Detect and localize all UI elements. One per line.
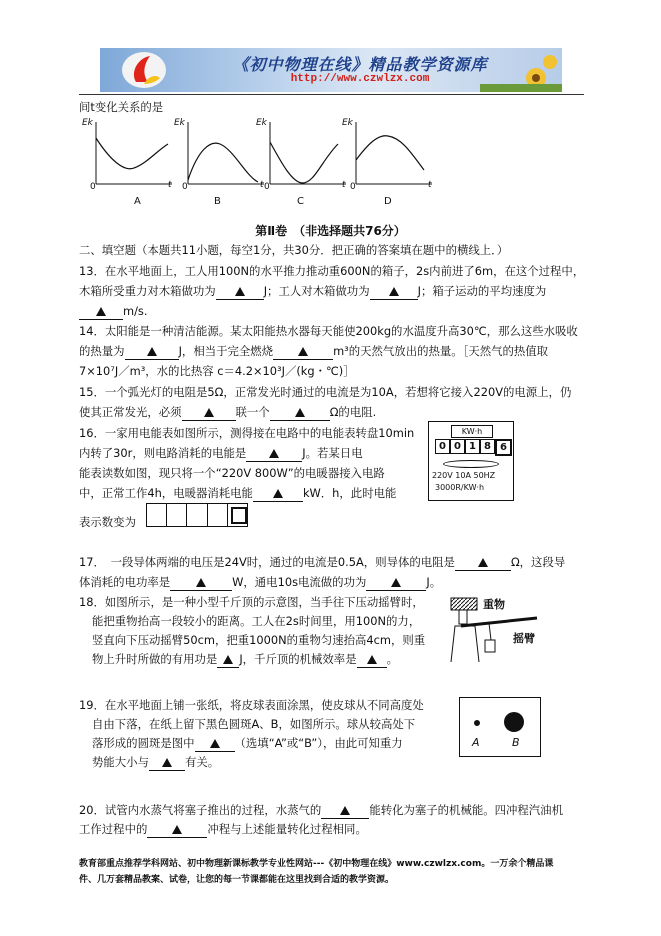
banner-url: http://www.czwlzx.com [290, 73, 430, 85]
q13-line3: m/s. [79, 304, 148, 320]
footer-line2: 件、几万套精品教案、试卷，让您的每一节课都能在这里找到合适的教学资源。 [79, 875, 395, 885]
q16-line2: 内转了30r，则电路消耗的电能是 J。若某日电 [79, 446, 363, 460]
q19-line3: 落形成的圆斑是图中 （选填“A”或“B”），由此可知重力 [92, 736, 403, 750]
answer-blank[interactable] [366, 578, 426, 591]
meter-disc [443, 460, 499, 468]
answer-blank[interactable] [270, 408, 330, 421]
meter-spec2: 3000R/KW·h [435, 483, 485, 492]
graph-origin: 0 [182, 182, 188, 192]
answer-blank[interactable] [253, 489, 303, 502]
footer-line1: 教育部重点推荐学科网站、初中物理新课标教学专业性网站---《初中物理在线》www.czwlzx.com。一万余个精品课 [79, 859, 554, 869]
q15-line2: 使其正常发光，必须 联一个 Ω的电阻. [79, 405, 377, 419]
answer-blank[interactable] [370, 287, 418, 300]
q19-line1: 19．在水平地面上铺一张纸，将皮球表面涂黑，使皮球从不同高度处 [79, 698, 424, 712]
q17-line2: 体消耗的电功率是 W，通电10s电流做的功为 J。 [79, 575, 442, 589]
q20-line1: 20．试管内水蒸气将塞子推出的过程，水蒸气的 能转化为塞子的机械能。四冲程汽油机 [79, 803, 563, 817]
q20-line2: 工作过程中的 冲程与上述能量转化过程相同。 [79, 822, 367, 836]
answer-blank[interactable] [455, 558, 511, 571]
graph-caption-d: D [384, 196, 392, 207]
label-weight: 重物 [483, 598, 505, 611]
meter-digit: 8 [480, 439, 495, 454]
graph-origin: 0 [90, 182, 96, 192]
graph-origin: 0 [264, 182, 270, 192]
header-rule [79, 94, 584, 95]
graph-b [174, 118, 266, 192]
q14-line3: 7×10⁷J／m³，水的比热容 c＝4.2×10³J／(kg・℃)］ [79, 364, 355, 378]
graph-t-label: t [168, 180, 172, 190]
graph-axis-label: Ek [342, 118, 353, 128]
answer-blank[interactable] [147, 825, 207, 838]
section-title: 第Ⅱ卷 （非选择题共76分） [255, 224, 406, 238]
graph-t-label: t [260, 180, 264, 190]
jack-figure [449, 596, 559, 662]
meter-digit: 6 [495, 439, 512, 456]
graph-axis-label: Ek [174, 118, 185, 128]
q17-line1: 17． 一段导体两端的电压是24V时，通过的电流是0.5A，则导体的电阻是 Ω，这段导 [79, 555, 566, 569]
meter-digit: 0 [435, 439, 450, 454]
meter-digit: 0 [450, 439, 465, 454]
footer [79, 856, 599, 888]
spot-a [474, 720, 480, 726]
q18-line1: 18．如图所示，是一种小型千斤顶的示意图，当手往下压动摇臂时， [79, 595, 424, 609]
ball-spots-figure [459, 697, 541, 757]
answer-blank[interactable] [216, 287, 264, 300]
meter-digit: 1 [465, 439, 480, 454]
q13-line2: 木箱所受重力对木箱做功为 J；工人对木箱做功为 J；箱子运动的平均速度为 [79, 284, 547, 298]
meter-digits [435, 439, 512, 456]
graph-d [342, 118, 434, 192]
energy-meter [428, 421, 514, 501]
q16-line1: 16．一家用电能表如图所示，测得接在电路中的电能表转盘10min [79, 426, 415, 440]
answer-blank[interactable] [195, 739, 235, 752]
q18-line3: 竖直向下压动摇臂50cm，把重1000N的重物匀速抬高4cm，则重 [92, 633, 426, 647]
answer-blank[interactable] [246, 449, 302, 462]
answer-blank[interactable] [170, 578, 232, 591]
spot-b [504, 712, 524, 732]
q19-line2: 自由下落，在纸上留下黑色圆斑A、B，如图所示。球从较高处下 [92, 717, 416, 731]
answer-blank[interactable] [357, 655, 387, 668]
graph-origin: 0 [350, 182, 356, 192]
graph-axis-label: Ek [256, 118, 267, 128]
graph-t-label: t [428, 180, 432, 190]
answer-blank[interactable] [273, 347, 333, 360]
label-b: B [512, 736, 520, 749]
q16-line5: 表示数变为 [79, 515, 136, 529]
graph-caption-c: C [297, 196, 304, 207]
q13-line1: 13．在水平地面上，工人用100N的水平推力推动重600N的箱子，2s内前进了6m，在这个过程中， [79, 264, 585, 278]
answer-blank[interactable] [125, 347, 179, 360]
header-banner [100, 48, 562, 92]
intro-line: 间t变化关系的是 [79, 100, 164, 114]
answer-blank[interactable] [217, 655, 239, 668]
q19-line4: 势能大小与 有关。 [92, 755, 220, 769]
q14-line2: 的热量为 J，相当于完全燃烧 m³的天然气放出的热量。［天然气的热值取 [79, 344, 549, 358]
q16-line4: 中，正常工作4h，电暖器消耗电能 kW．h，此时电能 [79, 486, 397, 500]
q15-line1: 15．一个弧光灯的电阻是5Ω，正常发光时通过的电流是为10A，若想将它接入220V的电源上，仍 [79, 385, 572, 399]
q16-line3: 能表读数如图，现只将一个“220V 800W”的电暖器接入电路 [79, 466, 385, 480]
graph-axis-label: Ek [82, 118, 93, 128]
graph-t-label: t [342, 180, 346, 190]
answer-blank[interactable] [321, 806, 369, 819]
graph-caption-a: A [134, 196, 141, 207]
label-a: A [472, 736, 480, 749]
q14-line1: 14．太阳能是一种清洁能源。某太阳能热水器每天能使200kg的水温度升高30℃，那么这些水吸收 [79, 324, 578, 338]
meter-spec1: 220V 10A 50HZ [432, 471, 496, 480]
graph-a [82, 118, 174, 192]
answer-blank[interactable] [149, 758, 185, 771]
q18-line4: 物上升时所做的有用功是 J，千斤顶的机械效率是 。 [92, 652, 398, 666]
meter-unit: KW·h [451, 425, 493, 438]
label-arm: 摇臂 [513, 632, 535, 645]
meter-answer-boxes[interactable] [146, 503, 248, 527]
answer-blank[interactable] [182, 408, 236, 421]
banner-title: 《初中物理在线》精品教学资源库 [232, 55, 488, 74]
graph-c [256, 118, 348, 192]
q18-line2: 能把重物抬高一段较小的距离。工人在2s时间里，用100N的力， [92, 614, 421, 628]
graph-caption-b: B [214, 196, 221, 207]
part2-heading: 二、填空题（本题共11小题，每空1分，共30分．把正确的答案填在题中的横线上．） [79, 243, 509, 257]
answer-blank[interactable] [79, 307, 123, 320]
